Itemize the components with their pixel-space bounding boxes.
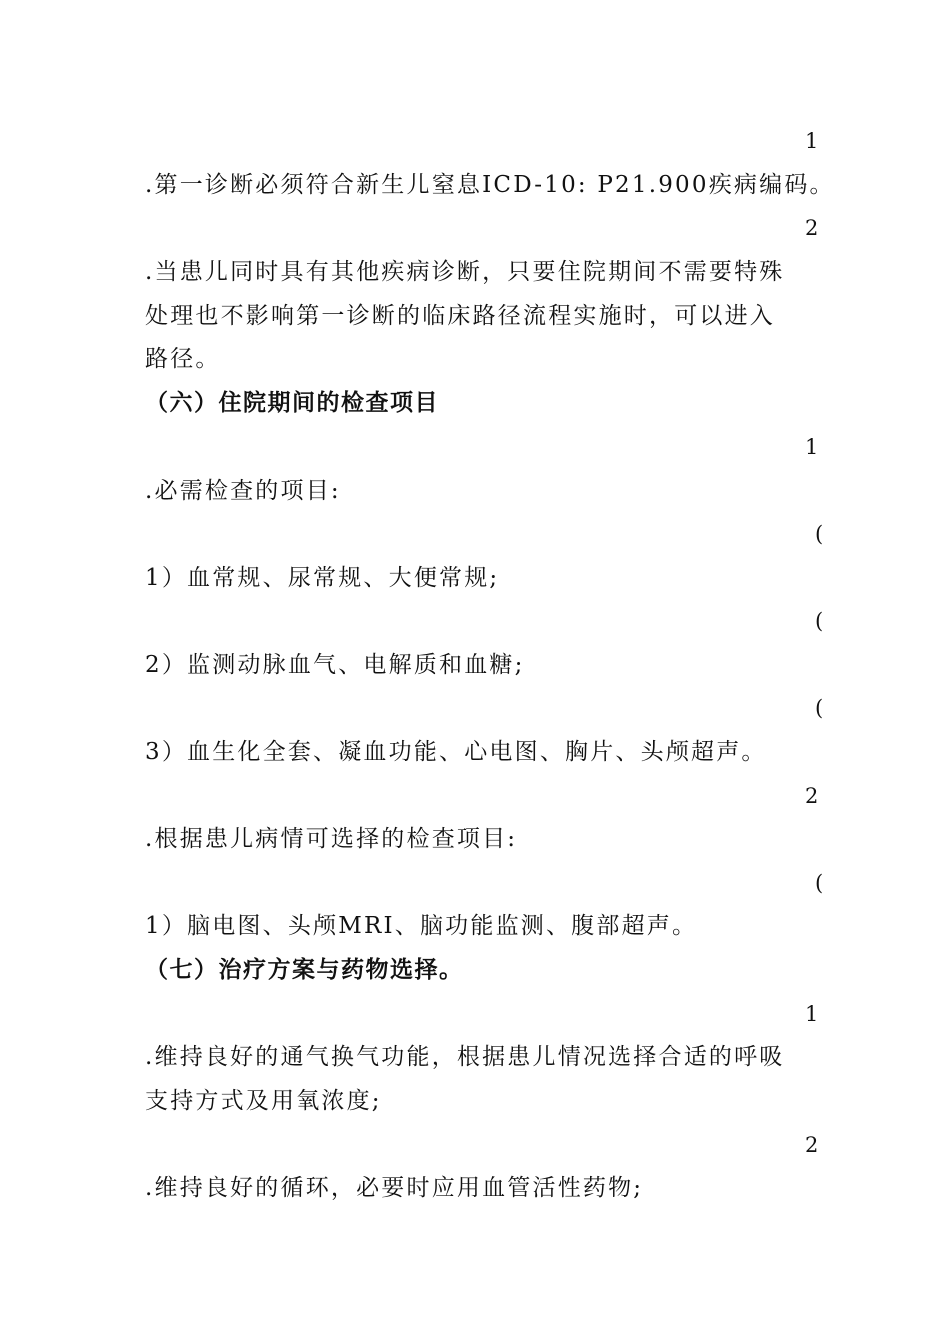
section-heading-7: （七）治疗方案与药物选择。: [145, 956, 464, 983]
treatment-item-1-line-2: 支持方式及用氧浓度;: [145, 1088, 382, 1114]
exam-sub-item-2: 2）监测动脉血气、电解质和血糖;: [145, 652, 525, 678]
diagnosis-item-2-line-1: .当患儿同时具有其他疾病诊断，只要住院期间不需要特殊: [145, 259, 785, 285]
item-number: 1: [805, 1002, 819, 1026]
paren-marker: (: [815, 871, 824, 895]
diagnosis-item-2-line-2: 处理也不影响第一诊断的临床路径流程实施时，可以进入: [145, 303, 775, 329]
exam-item-1-text: .必需检查的项目:: [145, 478, 341, 504]
item-number: 1: [805, 435, 819, 459]
item-number: 2: [805, 784, 819, 808]
treatment-item-2-text: .维持良好的循环，必要时应用血管活性药物;: [145, 1175, 644, 1201]
exam-sub-item-1: 1）血常规、尿常规、大便常规;: [145, 565, 500, 591]
diagnosis-item-2-line-3: 路径。: [145, 346, 221, 372]
treatment-item-1-line-1: .维持良好的通气换气功能，根据患儿情况选择合适的呼吸: [145, 1044, 785, 1070]
exam-sub-item-3: 3）血生化全套、凝血功能、心电图、胸片、头颅超声。: [145, 739, 767, 765]
exam-item-2-sub-item-1: 1）脑电图、头颅MRI、脑功能监测、腹部超声。: [145, 913, 698, 939]
item-number: 1: [805, 129, 819, 153]
diagnosis-item-1-text: .第一诊断必须符合新生儿窒息ICD-10: P21.900疾病编码。: [145, 172, 835, 198]
paren-marker: (: [815, 609, 824, 633]
paren-marker: (: [815, 522, 824, 546]
item-number: 2: [805, 1133, 819, 1157]
paren-marker: (: [815, 696, 824, 720]
section-heading-6: （六）住院期间的检查项目: [145, 389, 439, 416]
exam-item-2-text: .根据患儿病情可选择的检查项目:: [145, 826, 518, 852]
item-number: 2: [805, 216, 819, 240]
